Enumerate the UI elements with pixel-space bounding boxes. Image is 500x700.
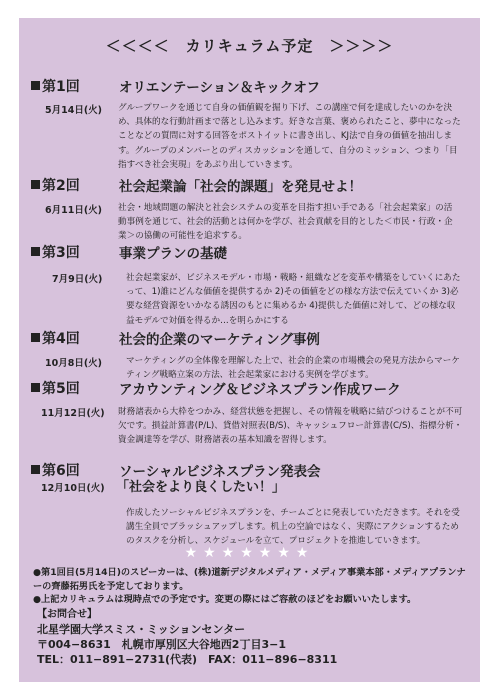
contact-info	[37, 608, 467, 667]
session-date: 12月10日(火)	[41, 483, 105, 494]
square-bullet-icon	[31, 333, 40, 342]
contact-phone: TEL：011−891−2731(代表) FAX：011−896−8311	[37, 653, 338, 666]
session-number: 第1回	[31, 76, 80, 96]
session-number: 第6回	[31, 460, 80, 480]
square-bullet-icon	[31, 247, 40, 256]
square-bullet-icon	[31, 383, 40, 392]
note-schedule-change: ●上記カリキュラムは現時点での予定です。変更の際にはご容赦のほどをお願いいたします。	[33, 594, 417, 605]
session-title: 社会起業論「社会的課題」を発見せよ！	[119, 179, 362, 195]
session-description: マーケティングの全体像を理解した上で、社会的企業の市場機会の発見方法からマーケティング戦略立案の方法、社会起業家における実例を学びます。	[126, 356, 460, 381]
session-description: グループワークを通じて自身の価値観を掘り下げ、この講座で何を達成したいのかを決め、具体的な行動計画まで落とし込みます。好きな言葉、褒められたこと、夢中になったことなどの質問に対する回答をポストイットに書き出し、KJ法で自身の価値を抽出します。グループのメンバーとのディスカッションを通して、自分のミッション、つまり「目指すべき社会実現」をあぶり出していきます。	[118, 103, 461, 170]
session-subtitle: 「社会をより良くしたい！」	[116, 480, 286, 495]
session-description: 社会・地域問題の解決と社会システムの変革を目指す担い手である「社会起業家」の活動事例を通じて、社会的活動とは何かを学び、社会貢献を目的とした＜市民・行政・企業＞の協働の可能性を追求する。	[118, 203, 453, 242]
note-speaker: ●第1回目(5月14日)のスピーカーは、(株)道新デジタルメディア・メディア事業本部・メディアプランナーの齊藤拓男氏を予定しております。	[33, 567, 466, 592]
session-number: 第4回	[31, 328, 80, 348]
contact-organization: 北星学園大学スミス・ミッションセンター	[37, 623, 246, 636]
session-date: 7月9日(火)	[52, 274, 103, 285]
session-title: 社会的企業のマーケティング事例	[119, 332, 320, 348]
session-date: 11月12日(火)	[41, 408, 105, 419]
session-date: 6月11日(火)	[45, 205, 103, 216]
square-bullet-icon	[31, 81, 40, 90]
session-title: オリエンテーション＆キックオフ	[119, 80, 321, 96]
session-number: 第3回	[31, 242, 80, 262]
session-description: 作成したソーシャルビジネスプランを、チームごとに発表していただきます。それを受講生全員でブラッシュアップします。机上の空論ではなく、実際にアクションするためのタスクを分析し、スケジュールを立て、プロジェクトを推進していきます。	[126, 508, 460, 547]
curriculum-flyer	[19, 18, 480, 682]
session-title: 事業プランの基礎	[119, 246, 227, 262]
session-title: アカウンティング＆ビジネスプラン作成ワーク	[119, 382, 401, 398]
session-date: 5月14日(火)	[45, 105, 103, 116]
session-description: 社会起業家が、ビジネスモデル・市場・戦略・組織などを変革や構築をしていくにあたって、1)誰にどんな価値を提供するか 2)その価値をどの様な方法で伝えていくか 3)必要な経営資源をいかなる誘因のもとに集めるか 4)提供した価値に対して、どの様な収益モデルで対価を得るか…を明らかにする	[126, 273, 461, 326]
square-bullet-icon	[31, 180, 40, 189]
notes	[33, 566, 473, 607]
session-number: 第5回	[31, 378, 80, 398]
star-divider: ★★★★★★★	[184, 545, 315, 561]
contact-address: 〒004−8631 札幌市厚別区大谷地西2丁目3−1	[37, 638, 286, 651]
square-bullet-icon	[31, 465, 40, 474]
session-description: 財務諸表から大枠をつかみ、経営状態を把握し、その情報を戦略に結びつけることが不可欠です。損益計算書(P/L)、貸借対照表(B/S)、キャッシュフロー計算書(C/S)、指標分析・資金調達等を学び、財務諸表の基本知識を習得します。	[118, 407, 463, 446]
session-title: ソーシャルビジネスプラン発表会	[119, 464, 321, 480]
contact-heading: 【お問合せ】	[37, 609, 97, 620]
session-number: 第2回	[31, 175, 80, 195]
curriculum-title: ＜＜＜＜ カリキュラム予定 ＞＞＞＞	[105, 37, 394, 55]
session-date: 10月8日(火)	[45, 358, 103, 369]
